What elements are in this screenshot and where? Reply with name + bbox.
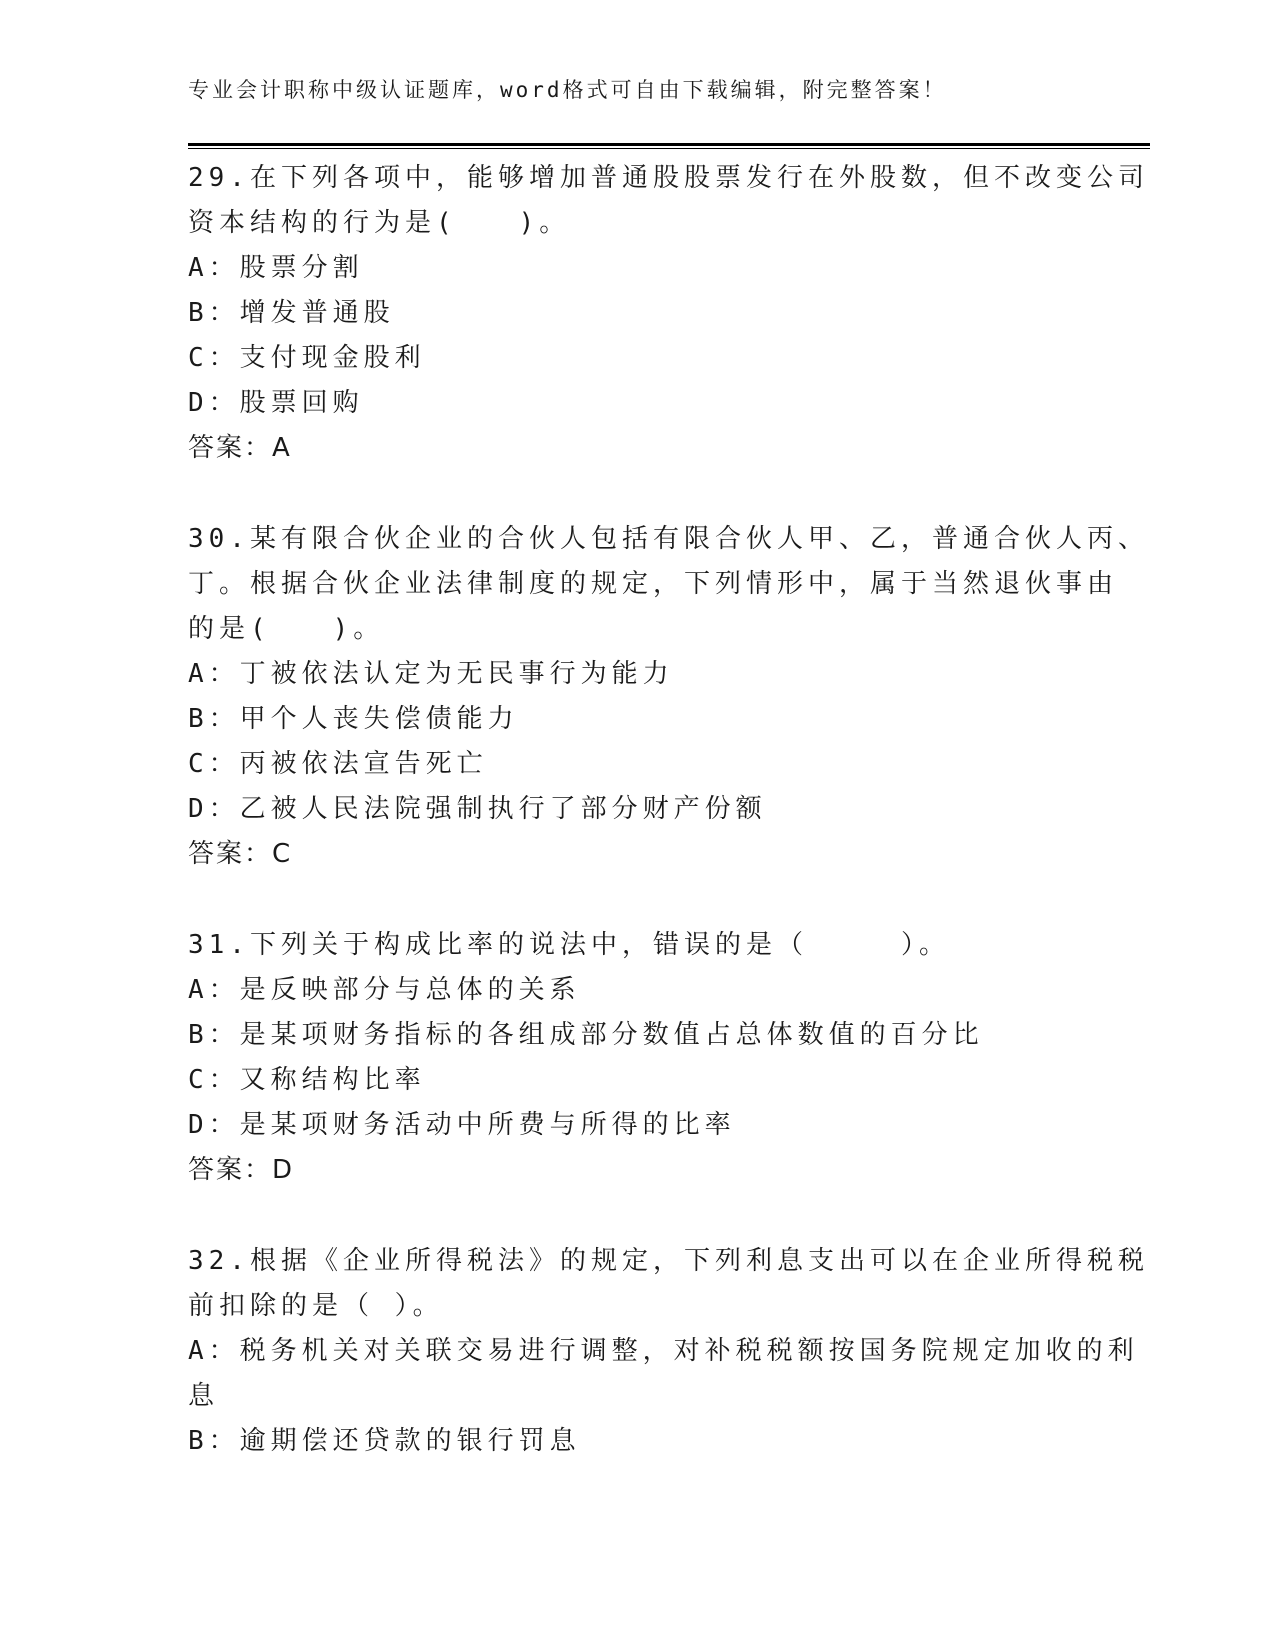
header-divider [188,143,1150,146]
option-b: B：增发普通股 [188,298,395,328]
option-a: A：丁被依法认定为无民事行为能力 [188,659,674,689]
option-c: C：丙被依法宣告死亡 [188,749,488,779]
option-b: B：甲个人丧失偿债能力 [188,704,519,734]
option-c: C：支付现金股利 [188,343,426,373]
option-d: D：是某项财务活动中所费与所得的比率 [188,1110,736,1140]
page-header-text: 专业会计职称中级认证题库，word格式可自由下载编辑，附完整答案！ [188,78,947,102]
question-29 [188,156,1149,471]
answer-line: 答案：C [188,839,293,869]
answer-line: 答案：A [188,433,292,463]
option-c: C：又称结构比率 [188,1065,426,1095]
question-stem-line: 的是( )。 [188,614,385,644]
answer-line: 答案：D [188,1155,295,1185]
option-a: A：税务机关对关联交易进行调整，对补税税额按国务院规定加收的利 [188,1336,1139,1366]
question-list [188,156,1149,1464]
option-a-continued: 息 [188,1381,220,1411]
option-a: A：股票分割 [188,253,364,283]
option-a: A：是反映部分与总体的关系 [188,975,581,1005]
question-30 [188,517,1149,877]
question-31 [188,923,1088,1193]
question-stem-line: 30.某有限合伙企业的合伙人包括有限合伙人甲、乙，普通合伙人丙、 [188,524,1149,554]
question-32 [188,1239,1149,1464]
question-stem-line: 29.在下列各项中，能够增加普通股股票发行在外股数，但不改变公司 [188,163,1149,193]
option-b: B：逾期偿还贷款的银行罚息 [188,1426,581,1456]
question-stem-line: 32.根据《企业所得税法》的规定，下列利息支出可以在企业所得税税 [188,1246,1149,1276]
question-stem-line: 前扣除的是（ ）。 [188,1291,444,1321]
question-stem-line: 31.下列关于构成比率的说法中，错误的是（ ）。 [188,930,950,960]
question-stem-line: 丁。根据合伙企业法律制度的规定，下列情形中，属于当然退伙事由 [188,569,1119,599]
option-d: D：乙被人民法院强制执行了部分财产份额 [188,794,767,824]
option-d: D：股票回购 [188,388,364,418]
question-stem-line: 资本结构的行为是( )。 [188,208,571,238]
option-b: B：是某项财务指标的各组成部分数值占总体数值的百分比 [188,1020,984,1050]
